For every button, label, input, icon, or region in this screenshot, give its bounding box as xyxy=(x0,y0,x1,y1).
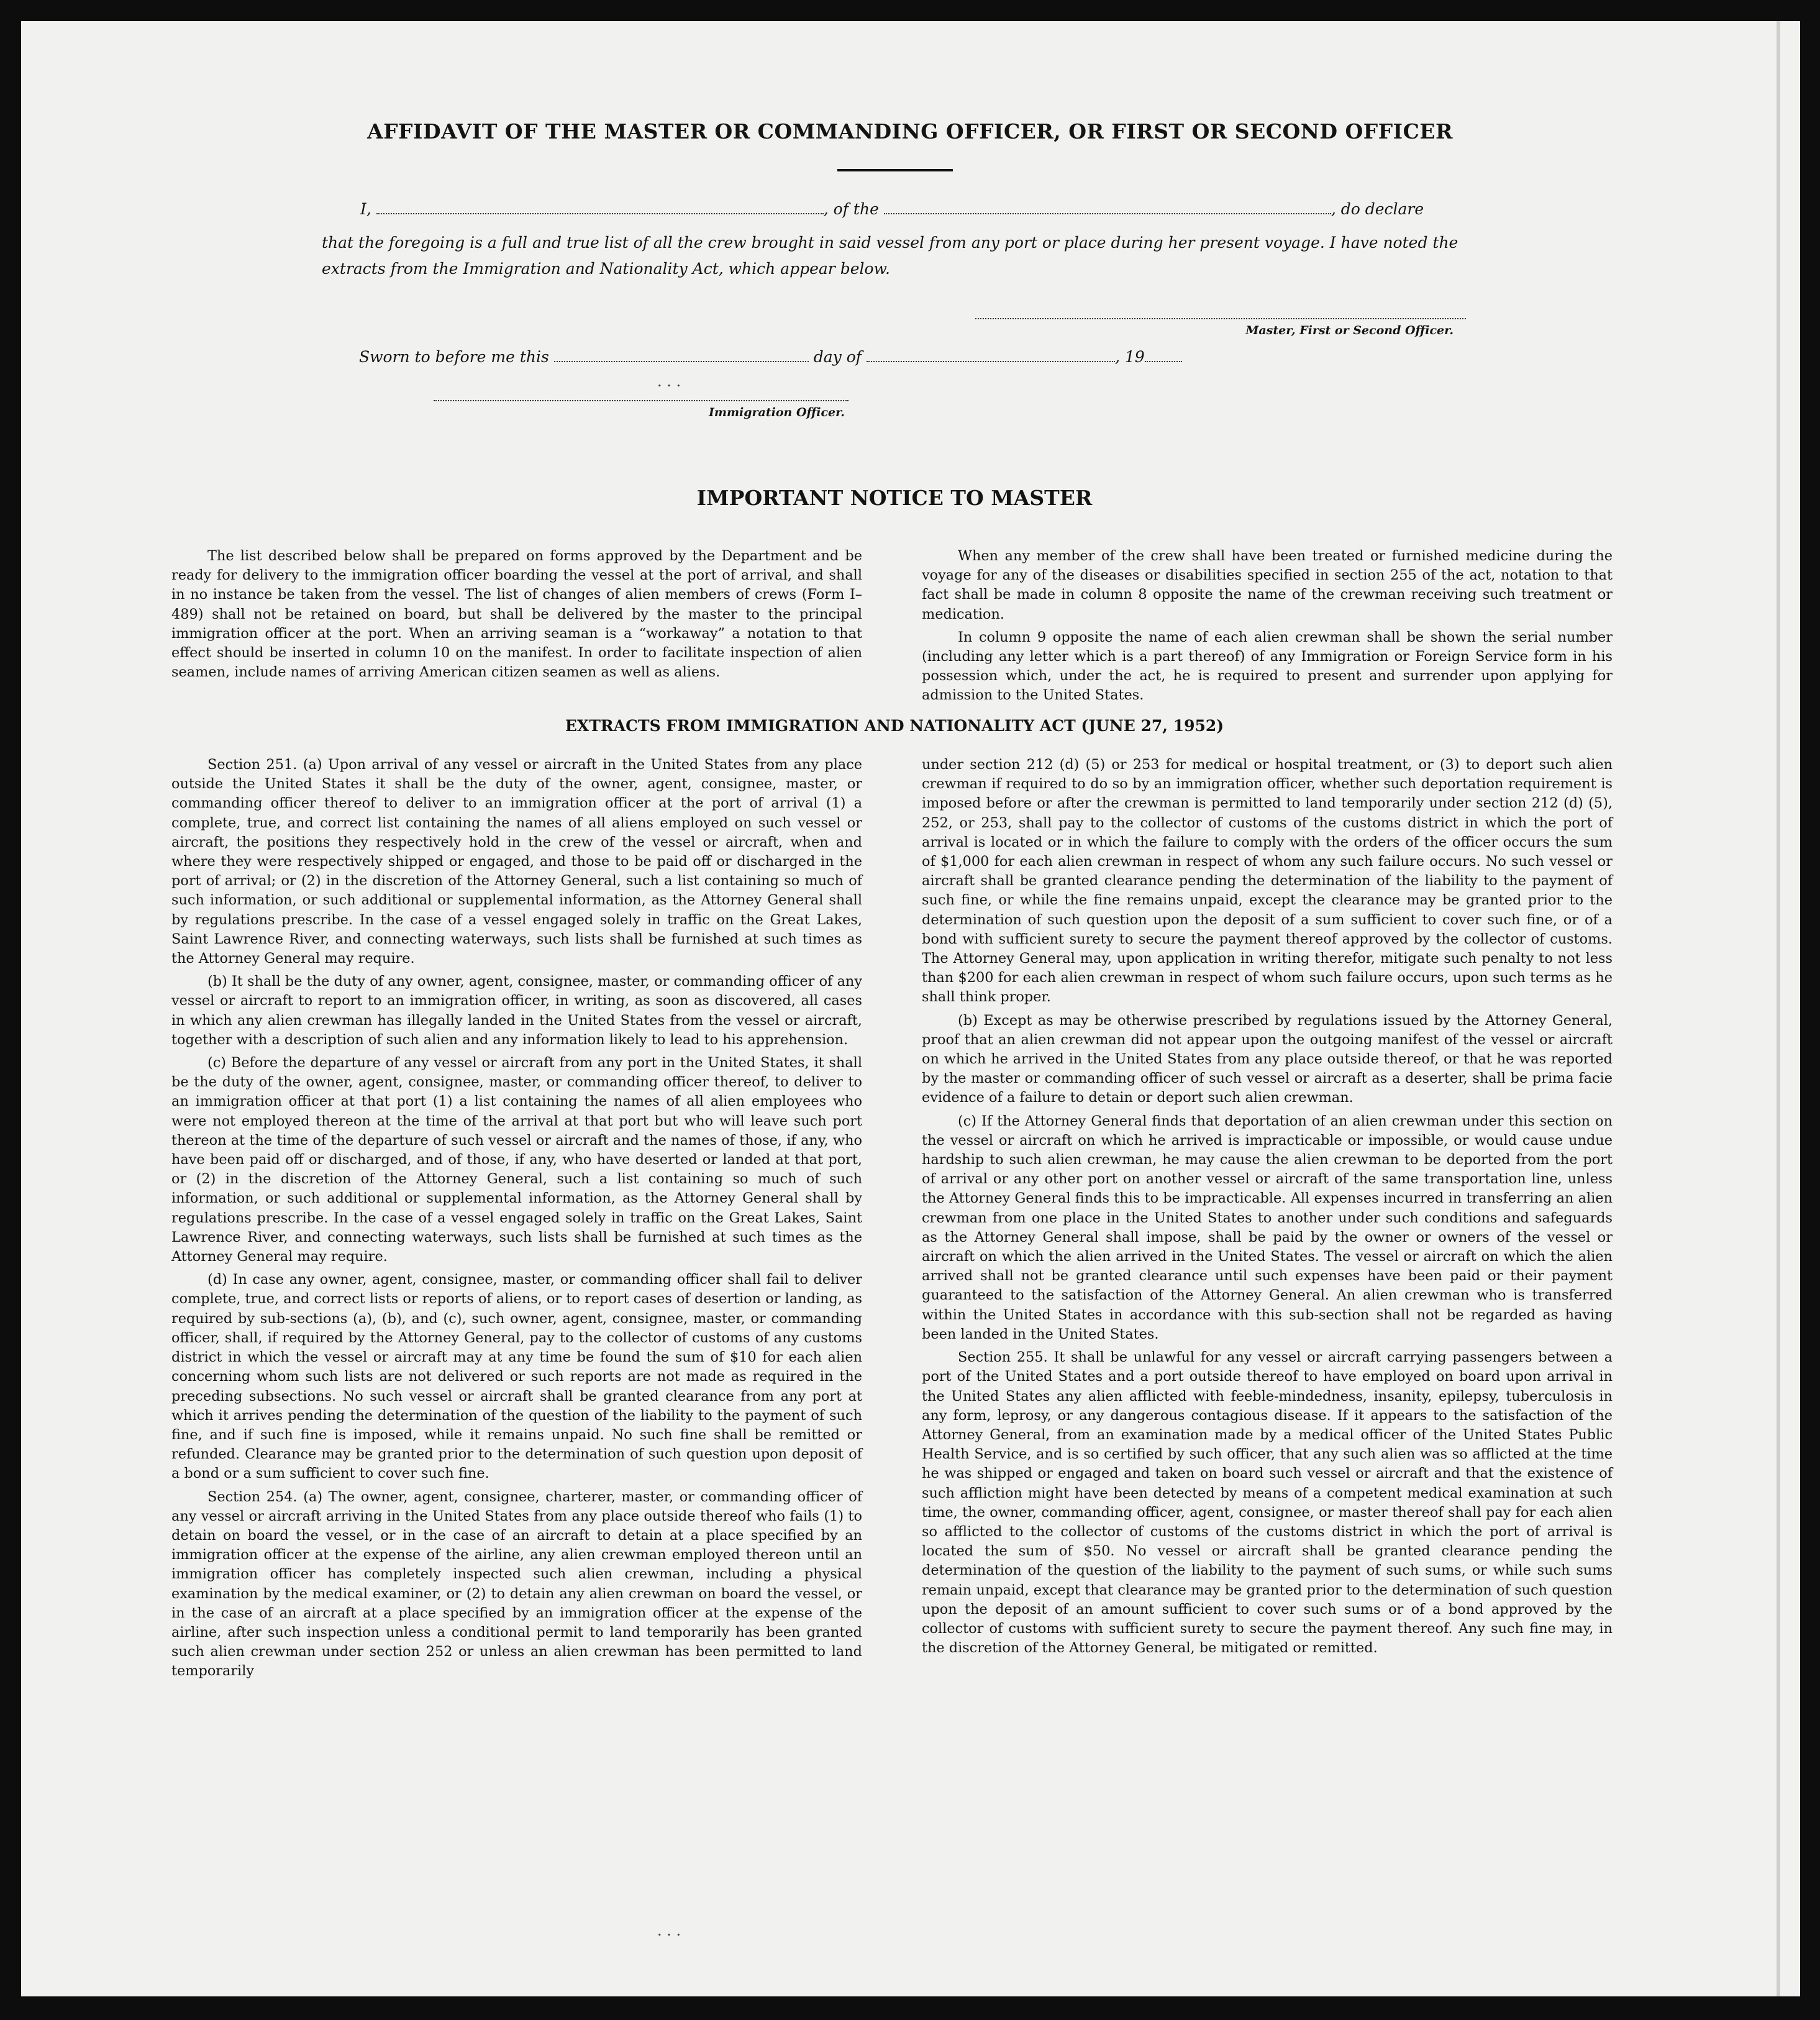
extracts-title: EXTRACTS FROM IMMIGRATION AND NATIONALITY ACT (JUNE 27, 1952) xyxy=(565,717,1224,735)
affidavit-title: AFFIDAVIT OF THE MASTER OR COMMANDING OFFICER, OR FIRST OR SECOND OFFICER xyxy=(367,119,1453,143)
scan-border-bottom xyxy=(0,1996,1820,2020)
decl-do-declare: , do declare xyxy=(1331,200,1424,218)
stray-marks-bottom: . . . xyxy=(657,1922,681,1939)
section-254-a-continued: under section 212 (d) (5) or 253 for medical or hospital treatment, or (3) to deport such alien crewman if required to do so by an immigration officer, whether such deportation requirement is imposed before or after the crewman is permitted to land temporarily under section 212 (d) (5), 252, or 253, shall pay to the collector of customs of the customs district in which the port of arrival is located or in which the failure to comply with the orders of the officer occurs the sum of $1,000 for each alien crewman in respect of whom any such failure occurs. No such vessel or aircraft shall be granted clearance pending the determination of the liability to the payment of such fine, or while the fine remains unpaid, except the clearance may be granted prior to the determination of such question upon the deposit of a sum sufficient to cover such fine, or of a bond with sufficient surety to secure the payment thereof approved by the collector of customs. The Attorney General may, upon application in writing therefor, mitigate such penalty to not less than $200 for each alien crewman in respect of whom such failure occurs, upon such terms as he shall think proper. xyxy=(922,757,1613,1006)
notice-title: IMPORTANT NOTICE TO MASTER xyxy=(696,486,1093,510)
declaration-line xyxy=(360,200,1466,218)
declaration-text: that the foregoing is a full and true list of all the crew brought in said vessel from any port or place during her present voyage. I have noted the extracts from the Immigration and Nationality Act, which appear below. xyxy=(322,234,1458,278)
section-255: Section 255. It shall be unlawful for any vessel or aircraft carrying passengers between a port of the United States and a port outside thereof to have employed on board upon arrival in the United States any alien afflicted with feeble-mindedness, insanity, epilepsy, tuberculosis in any form, leprosy, or any dangerous contagious disease. If it appears to the satisfaction of the Attorney General, from an examination made by a medical officer of the United States Public Health Service, and is so certified by such officer, that any such alien was so afflicted at the time he was shipped or engaged and taken on board such vessel or aircraft and that the existence of such affliction might have been detected by means of a competent medical examination at such time, the owner, commanding officer, agent, consignee, or master thereof shall pay for each alien so afflicted to the collector of customs of the customs district in which the port of arrival is located the sum of $50. No vessel or aircraft shall be granted clearance pending the determination of the question of the liability to the payment of such sums, or while such sums remain unpaid, except that clearance may be granted prior to the determination of such question upon the deposit of an amount sufficient to cover such sums or of a bond approved by the collector of customs with sufficient surety to secure the payment thereof. Any such fine may, in the discretion of the Attorney General, be mitigated or remitted. xyxy=(922,1349,1613,1657)
section-254-b: (b) Except as may be otherwise prescribed by regulations issued by the Attorney General, proof that an alien crewman did not appear upon the outgoing manifest of the vessel or aircraft on which he arrived in the United States from any place outside thereof, or that he was reported by the master or commanding officer of such vessel or aircraft as a deserter, shall be prima facie evidence of a failure to detain or deport such alien crewman. xyxy=(922,1012,1613,1106)
decl-of-the: , of the xyxy=(823,200,879,218)
extracts-right-column xyxy=(922,755,1613,1662)
month-blank xyxy=(867,350,1115,362)
master-signature-line xyxy=(975,317,1466,319)
sworn-prefix: Sworn to before me this xyxy=(359,348,549,366)
section-251-c: (c) Before the departure of any vessel or aircraft from any port in the United States, it shall be the duty of the owner, agent, consignee, master, or commanding officer thereof, to deliver to an immigration officer at that port (1) a list containing the names of all alien employees who were not employed thereon at the time of the arrival at that port but who will leave such port thereon at the time of the departure of such vessel or aircraft and the names of those, if any, who have been paid off or discharged, and of those, if any, who have deserted or landed at that port, or (2) in the discretion of the Attorney General, such a list containing so much of such information, or such additional or supplemental information, as the Attorney General shall by regulations prescribe. In the case of a vessel engaged solely in traffic on the Great Lakes, Saint Lawrence River, and connecting waterways, such lists shall be furnished at such times as the Attorney General may require. xyxy=(171,1055,862,1265)
stray-marks-top: . . . xyxy=(657,373,681,390)
sworn-line xyxy=(359,348,1182,366)
master-caption: Master, First or Second Officer. xyxy=(1245,324,1454,337)
notice-right-paragraph-2: In column 9 opposite the name of each alien crewman shall be shown the serial number (including any letter which is a part thereof) of any Immigration or Foreign Service form in his possession which, under the act, he is required to present and surrender upon applying for admission to the United States. xyxy=(922,629,1613,704)
year-blank xyxy=(1145,350,1182,362)
sheet-edge xyxy=(1777,21,1780,1996)
section-251-a: Section 251. (a) Upon arrival of any vessel or aircraft in the United States from any place outside the United States it shall be the duty of the owner, agent, consignee, master, or commanding officer thereof to deliver to an immigration officer at the port of arrival (1) a complete, true, and correct list containing the names of all aliens employed on such vessel or aircraft, the positions they respectively hold in the crew of the vessel or aircraft, when and where they were respectively shipped or engaged, and those to be paid off or discharged in the port of arrival; or (2) in the discretion of the Attorney General, such a list containing so much of such information, or such additional or supplemental information, as the Attorney General shall by regulations prescribe. In the case of a vessel engaged solely in traffic on the Great Lakes, Saint Lawrence River, and connecting waterways, such lists shall be furnished at such times as the Attorney General may require. xyxy=(171,757,862,967)
sworn-day: day of xyxy=(813,348,862,366)
name-blank xyxy=(376,202,824,214)
notice-left-column xyxy=(171,547,862,686)
title-rule xyxy=(837,169,953,171)
scan-border-right xyxy=(1800,0,1820,2020)
notice-right-column xyxy=(922,547,1613,709)
section-251-d: (d) In case any owner, agent, consignee, master, or commanding officer shall fail to deliver complete, true, and correct lists or reports of aliens, or to report cases of desertion or landing, as required by sub-sections (a), (b), and (c), such owner, agent, consignee, master, or commanding officer, shall, if required by the Attorney General, pay to the collector of customs of any customs district in which the vessel or aircraft may at any time be found the sum of $10 for each alien concerning whom such lists are not delivered or such reports are not made as required in the preceding subsections. No such vessel or aircraft shall be granted clearance from any port at which it arrives pending the determination of the question of the liability to the payment of such fine, and if such fine is imposed, while it remains unpaid. No such fine shall be remitted or refunded. Clearance may be granted prior to the determination of such question upon deposit of a bond or a sum sufficient to cover such fine. xyxy=(171,1272,862,1482)
notice-right-paragraph-1: When any member of the crew shall have been treated or furnished medicine during the voyage for any of the diseases or disabilities specified in section 255 of the act, notation to that fact shall be made in column 8 opposite the name of the crewman receiving such treatment or medication. xyxy=(922,548,1613,622)
section-254-a: Section 254. (a) The owner, agent, consignee, charterer, master, or commanding officer of any vessel or aircraft arriving in the United States from any place outside thereof who fails (1) to detain on board the vessel, or in the case of an aircraft to detain at a place specified by an immigration officer at the expense of the airline, any alien crewman employed thereon until an immigration officer has completely inspected such alien crewman, including a physical examination by the medical examiner, or (2) to detain any alien crewman on board the vessel, or in the case of an aircraft at a place specified by an immigration officer at the expense of the airline, after such inspection unless a conditional permit to land temporarily has been granted such alien crewman under section 252 or unless an alien crewman has been permitted to land temporarily xyxy=(171,1488,862,1680)
sworn-year: , 19 xyxy=(1115,348,1145,366)
section-254-c: (c) If the Attorney General finds that deportation of an alien crewman under this section on the vessel or aircraft on which he arrived is impracticable or impossible, or would cause undue hardship to such alien crewman, he may cause the alien crewman to be deported from the port of arrival or any other port on another vessel or aircraft of the same transportation line, unless the Attorney General finds this to be impracticable. All expenses incurred in transferring an alien crewman from one place in the United States to another under such conditions and safeguards as the Attorney General shall impose, shall be paid by the owner or owners of the vessel or aircraft on which the alien arrived in the United States. The vessel or aircraft on which the alien arrived shall not be granted clearance until such expenses have been paid or their payment guaranteed to the satisfaction of the Attorney General. An alien crewman who is transferred within the United States in accordance with this sub-section shall not be regarded as having been landed in the United States. xyxy=(922,1112,1613,1342)
day-blank xyxy=(554,350,809,362)
officer-caption: Immigration Officer. xyxy=(708,406,845,419)
decl-i: I, xyxy=(360,200,371,218)
vessel-blank xyxy=(884,202,1331,214)
notice-left-paragraph: The list described below shall be prepared on forms approved by the Department and be ready for delivery to the immigration officer boarding the vessel at the port of arrival, and shall in no instance be taken from the vessel. The list of changes of alien members of crews (Form I–489) shall not be retained on board, but shall be delivered by the master to the principal immigration officer at the port. When an arriving seaman is a “workaway” a notation to that effect should be inserted in column 10 on the manifest. In order to facilitate inspection of alien seamen, include names of arriving American citizen seamen as well as aliens. xyxy=(171,548,862,681)
scan-border-left xyxy=(0,0,21,2020)
extracts-left-column xyxy=(171,755,862,1685)
scan-border-top xyxy=(0,0,1820,21)
officer-signature-line xyxy=(434,399,849,401)
section-251-b: (b) It shall be the duty of any owner, agent, consignee, master, or commanding officer of any vessel or aircraft to report to an immigration officer, in writing, as soon as discovered, all cases in which any alien crewman has illegally landed in the United States from the vessel or aircraft, together with a description of such alien and any information likely to lead to his apprehension. xyxy=(171,973,862,1048)
